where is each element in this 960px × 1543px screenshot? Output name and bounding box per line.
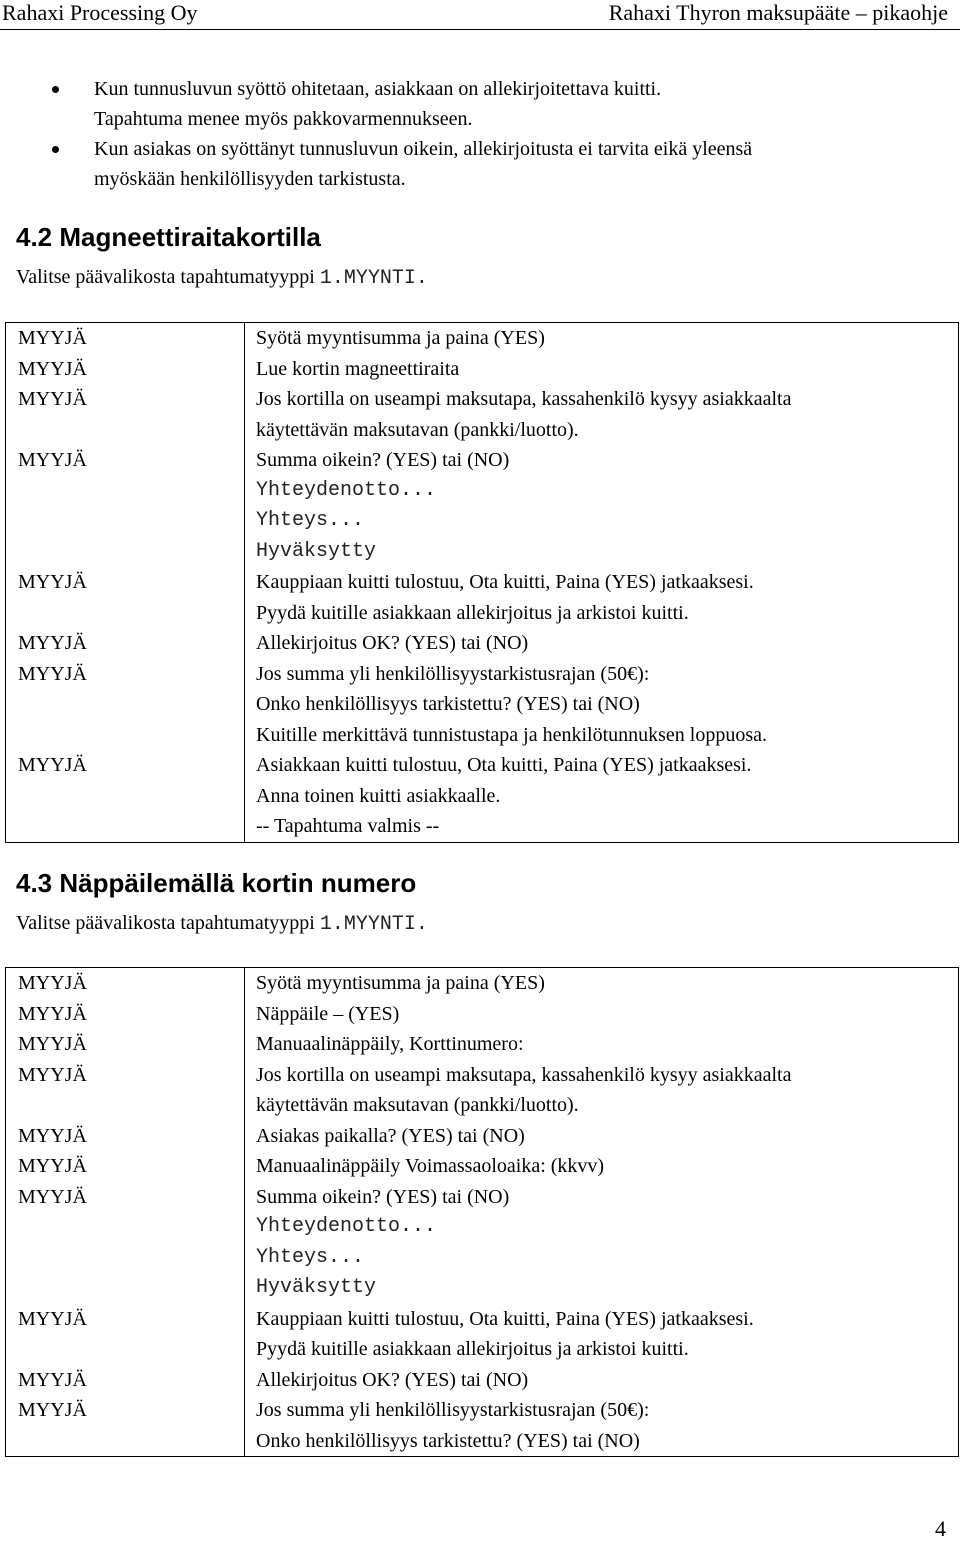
step-description: [245, 1395, 959, 1457]
step-row: [6, 968, 959, 999]
intro-text: Valitse päävalikosta tapahtumatyyppi: [16, 912, 320, 934]
header-company: Rahaxi Processing Oy: [2, 0, 198, 25]
step-row: [6, 445, 959, 476]
step-description: [245, 1182, 959, 1213]
step-description: [245, 659, 959, 751]
step-line: Lue kortin magneettiraita: [256, 357, 460, 380]
terminal-message: Yhteydenotto...: [256, 1215, 437, 1238]
step-row: [6, 323, 959, 354]
step-description: [245, 1151, 959, 1182]
page-header: [0, 0, 960, 32]
step-description: [245, 384, 959, 445]
step-row: [6, 506, 959, 537]
step-description: [245, 1029, 959, 1060]
step-line: Pyydä kuitille asiakkaan allekirjoitus ja arkistoi kuitti.: [256, 601, 689, 624]
step-row: [6, 476, 959, 507]
step-line: käytettävän maksutavan (pankki/luotto).: [256, 1094, 579, 1116]
step-role: MYYJÄ: [6, 1121, 245, 1152]
bullet-item: [0, 74, 944, 134]
step-role: MYYJÄ: [6, 445, 245, 476]
step-role: MYYJÄ: [6, 1029, 245, 1060]
step-description: [245, 1273, 959, 1304]
step-description: [245, 1212, 959, 1243]
section-intro-4-3: [16, 910, 428, 938]
step-line: Asiakkaan kuitti tulostuu, Ota kuitti, Paina (YES) jatkaaksesi.: [256, 754, 752, 776]
bullet-dot-icon: [52, 146, 59, 153]
terminal-message: Yhteys...: [256, 509, 365, 532]
step-role: MYYJÄ: [6, 968, 245, 999]
steps-table-4-2: [5, 322, 959, 843]
step-description: [245, 750, 959, 842]
intro-text: Valitse päävalikosta tapahtumatyyppi: [16, 266, 320, 288]
bullet-line: myöskään henkilöllisyyden tarkistusta.: [94, 168, 406, 190]
bullet-list: [0, 74, 960, 194]
step-row: [6, 1395, 959, 1457]
step-role: [6, 537, 245, 568]
step-role: [6, 506, 245, 537]
step-line: Syötä myyntisumma ja paina (YES): [256, 327, 545, 349]
step-role: MYYJÄ: [6, 1060, 245, 1121]
step-description: [245, 506, 959, 537]
step-role: MYYJÄ: [6, 1304, 245, 1365]
bullet-line: Kun tunnusluvun syöttö ohitetaan, asiakkaan on allekirjoitettava kuitti.: [94, 78, 662, 100]
step-role: MYYJÄ: [6, 1395, 245, 1457]
steps-table-4-3: [5, 967, 959, 1457]
step-line: Kuitille merkittävä tunnistustapa ja henkilötunnuksen loppuosa.: [256, 723, 768, 746]
section-heading-4-2: 4.2 Magneettiraitakortilla: [16, 222, 321, 252]
step-line: Anna toinen kuitti asiakkaalle.: [256, 784, 501, 807]
step-role: [6, 1243, 245, 1274]
step-role: MYYJÄ: [6, 628, 245, 659]
step-description: [245, 1121, 959, 1152]
step-line: Jos summa yli henkilöllisyystarkistusrajan (50€):: [256, 662, 650, 685]
step-line: Kauppiaan kuitti tulostuu, Ota kuitti, Paina (YES) jatkaaksesi.: [256, 1307, 754, 1330]
step-line: Syötä myyntisumma ja paina (YES): [256, 972, 545, 994]
step-row: [6, 628, 959, 659]
step-role: MYYJÄ: [6, 1182, 245, 1213]
terminal-message: Yhteys...: [256, 1245, 365, 1269]
step-description: [245, 354, 959, 385]
step-line: Manuaalinäppäily, Korttinumero:: [256, 1033, 524, 1055]
step-description: [245, 968, 959, 999]
step-line: Pyydä kuitille asiakkaan allekirjoitus ja arkistoi kuitti.: [256, 1338, 689, 1360]
step-row: [6, 1365, 959, 1396]
terminal-message: Hyväksytty: [256, 539, 377, 563]
terminal-message: Hyväksytty: [256, 1276, 377, 1299]
step-line: Summa oikein? (YES) tai (NO): [256, 449, 510, 471]
step-line: Näppäile – (YES): [256, 1002, 400, 1025]
step-line: Manuaalinäppäily Voimassaoloaika: (kkvv): [256, 1155, 605, 1177]
step-line: Asiakas paikalla? (YES) tai (NO): [256, 1124, 525, 1147]
step-role: MYYJÄ: [6, 1151, 245, 1182]
step-line: Allekirjoitus OK? (YES) tai (NO): [256, 632, 529, 654]
step-line: käytettävän maksutavan (pankki/luotto).: [256, 418, 579, 441]
header-rule: [0, 29, 960, 30]
intro-code: 1.MYYNTI.: [319, 913, 428, 936]
step-description: [245, 445, 959, 476]
step-row: [6, 384, 959, 445]
step-row: [6, 1029, 959, 1060]
step-row: [6, 567, 959, 628]
step-row: [6, 1151, 959, 1182]
step-row: [6, 1243, 959, 1274]
step-row: [6, 1212, 959, 1243]
terminal-message: Yhteydenotto...: [256, 478, 437, 502]
bullet-item: [0, 134, 944, 194]
header-document-title: Rahaxi Thyron maksupääte – pikaohje: [608, 0, 948, 25]
step-line: Jos kortilla on useampi maksutapa, kassahenkilö kysyy asiakkaalta: [256, 388, 792, 410]
step-line: -- Tapahtuma valmis --: [256, 815, 440, 837]
step-description: [245, 537, 959, 568]
bullet-dot-icon: [52, 86, 59, 93]
step-role: [6, 1212, 245, 1243]
step-line: Allekirjoitus OK? (YES) tai (NO): [256, 1368, 529, 1391]
step-line: Onko henkilöllisyys tarkistettu? (YES) tai (NO): [256, 1429, 640, 1452]
step-description: [245, 999, 959, 1030]
section-heading-4-3: 4.3 Näppäilemällä kortin numero: [16, 868, 417, 898]
step-description: [245, 1365, 959, 1396]
step-row: [6, 750, 959, 842]
step-description: [245, 1060, 959, 1121]
step-description: [245, 1304, 959, 1365]
step-line: Jos kortilla on useampi maksutapa, kassahenkilö kysyy asiakkaalta: [256, 1063, 792, 1086]
step-line: Summa oikein? (YES) tai (NO): [256, 1185, 510, 1208]
step-row: [6, 999, 959, 1030]
step-description: [245, 1243, 959, 1274]
step-role: [6, 1273, 245, 1304]
step-role: MYYJÄ: [6, 659, 245, 751]
bullet-line: Tapahtuma menee myös pakkovarmennukseen.: [94, 108, 473, 130]
step-row: [6, 354, 959, 385]
step-row: [6, 537, 959, 568]
step-row: [6, 1182, 959, 1213]
step-line: Onko henkilöllisyys tarkistettu? (YES) tai (NO): [256, 693, 640, 715]
step-role: [6, 476, 245, 507]
step-role: MYYJÄ: [6, 354, 245, 385]
page-number: 4: [935, 1516, 946, 1541]
step-line: Kauppiaan kuitti tulostuu, Ota kuitti, Paina (YES) jatkaaksesi.: [256, 571, 754, 593]
step-description: [245, 628, 959, 659]
step-role: MYYJÄ: [6, 999, 245, 1030]
step-description: [245, 476, 959, 507]
step-row: [6, 1273, 959, 1304]
step-description: [245, 323, 959, 354]
step-role: MYYJÄ: [6, 567, 245, 628]
bullet-line: Kun asiakas on syöttänyt tunnusluvun oikein, allekirjoitusta ei tarvita eikä yleensä: [94, 138, 753, 160]
step-role: MYYJÄ: [6, 750, 245, 842]
section-intro-4-2: [16, 264, 428, 292]
intro-code: 1.MYYNTI.: [319, 267, 428, 290]
step-line: Jos summa yli henkilöllisyystarkistusrajan (50€):: [256, 1399, 650, 1421]
step-role: MYYJÄ: [6, 384, 245, 445]
step-description: [245, 567, 959, 628]
step-row: [6, 1060, 959, 1121]
step-role: MYYJÄ: [6, 1365, 245, 1396]
step-row: [6, 659, 959, 751]
step-row: [6, 1121, 959, 1152]
step-row: [6, 1304, 959, 1365]
step-role: MYYJÄ: [6, 323, 245, 354]
